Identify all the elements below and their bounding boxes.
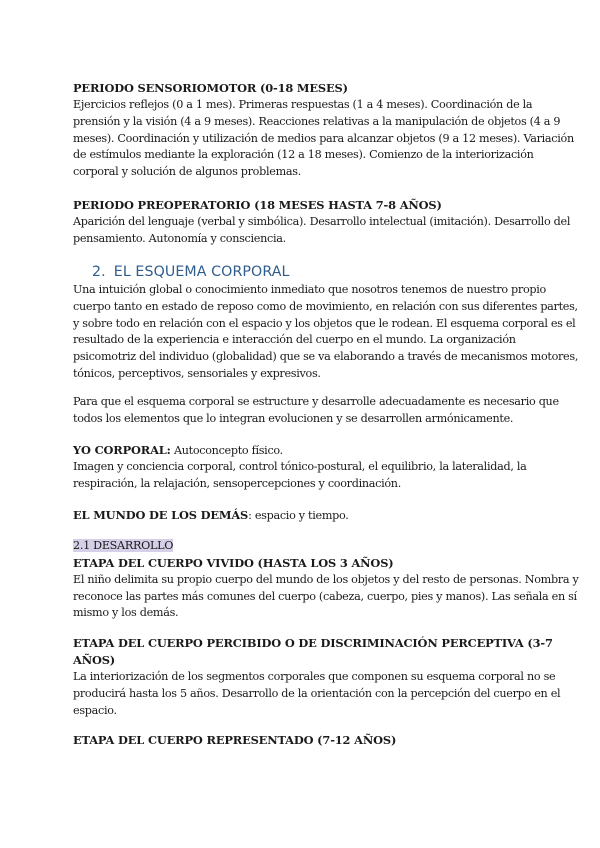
text-line: Ejercicios reflejos (0 a 1 mes). Primeras respuestas (1 a 4 meses). Coordinación de la — [73, 98, 533, 111]
stage2-heading-line2: AÑOS) — [73, 653, 116, 667]
text-line: meses). Coordinación y utilización de medios para alcanzar objetos (9 a 12 meses). Variación — [73, 131, 574, 145]
text-line: Imagen y conciencia corporal, control tónico-postural, el equilibrio, la lateralidad, la — [73, 460, 527, 473]
stage2-heading-line1: ETAPA DEL CUERPO PERCIBIDO O DE DISCRIMINACIÓN PERCEPTIVA (3-7 — [73, 636, 553, 650]
text-line: La interiorización de los segmentos corporales que componen su esquema corporal no se — [73, 670, 556, 683]
text-line: reconoce las partes más comunes del cuerpo (cabeza, cuerpo, pies y manos). Las señala en sí — [73, 589, 577, 603]
text-line: respiración, la relajación, sensopercepciones y coordinación. — [73, 476, 401, 490]
yo-corporal-label: YO CORPORAL: — [73, 443, 171, 457]
body-schema-paragraph-2 — [73, 394, 559, 428]
stage1-text — [73, 572, 579, 622]
body-schema-title — [92, 264, 290, 280]
text-line: de estímulos mediante la exploración (12 a 18 meses). Comienzo de la interiorización — [73, 148, 534, 162]
yo-corporal-section — [73, 442, 533, 493]
stage3-heading: ETAPA DEL CUERPO REPRESENTADO (7-12 AÑOS) — [73, 733, 397, 747]
text-line: tónicos, perceptivos, sensoriales y expresivos. — [73, 366, 321, 380]
yo-corporal-text — [73, 459, 533, 493]
section-number: 2. — [92, 264, 106, 280]
text-line: todos los elementos que lo integran evolucionen y se desarrollen armónicamente. — [73, 411, 514, 425]
preoperational-text — [73, 214, 571, 248]
sensorimotor-section — [73, 80, 574, 181]
text-line: El niño delimita su propio cuerpo del mundo de los objetos y del resto de personas. Nombra y — [73, 572, 579, 586]
text-line: prensión y la visión (4 a 9 meses). Reacciones relativas a la manipulación de objetos (4 a 9 — [73, 114, 561, 128]
section-title: EL ESQUEMA CORPORAL — [113, 264, 290, 280]
desarrollo-subheading-row — [73, 538, 533, 555]
text-line: psicomotriz del individuo (globalidad) que se va elaborando a través de mecanismos motores, — [73, 350, 579, 364]
preoperational-section — [73, 197, 571, 248]
preoperational-heading: PERIODO PREOPERATORIO (18 MESES HASTA 7-8 AÑOS) — [73, 198, 442, 212]
text-line: mismo y los demás. — [73, 606, 179, 620]
sensorimotor-text — [73, 97, 574, 181]
mundo-demas-heading — [73, 507, 533, 524]
text-line: Aparición del lenguaje (verbal y simbólica). Desarrollo intelectual (imitación). Desarrollo del — [73, 215, 571, 228]
text-line: resultado de la experiencia e interacción del cuerpo en el mundo. La organización — [73, 333, 516, 347]
stage1-heading: ETAPA DEL CUERPO VIVIDO (HASTA LOS 3 AÑOS) — [73, 555, 394, 570]
mundo-demas-section — [73, 507, 533, 524]
yo-corporal-heading — [73, 442, 533, 459]
yo-corporal-label-rest: Autoconcepto físico. — [170, 444, 283, 457]
stage2-text — [73, 669, 561, 719]
text-line: Una intuición global o conocimiento inmediato que nosotros tenemos de nuestro propio — [73, 283, 546, 296]
stage3-section — [73, 732, 533, 749]
text-line: Para que el esquema corporal se estructure y desarrolle adecuadamente es necesario que — [73, 395, 559, 408]
text-line: producirá hasta los 5 años. Desarrollo de la orientación con la percepción del cuerpo en el — [73, 686, 561, 700]
desarrollo-subheading: 2.1 DESARROLLO — [73, 539, 174, 552]
text-line: espacio. — [73, 703, 117, 717]
text-line: pensamiento. Autonomía y consciencia. — [73, 231, 286, 245]
text-line: corporal y solución de algunos problemas. — [73, 165, 301, 179]
mundo-demas-label-rest: : espacio y tiempo. — [248, 509, 349, 522]
desarrollo-section — [73, 538, 579, 622]
text-line: cuerpo tanto en estado de reposo como de movimiento, en relación con sus diferentes partes, — [73, 299, 578, 313]
body-schema-paragraph-1 — [73, 282, 579, 383]
mundo-demas-label: EL MUNDO DE LOS DEMÁS — [73, 508, 249, 522]
sensorimotor-heading: PERIODO SENSORIOMOTOR (0-18 MESES) — [73, 81, 348, 95]
stage2-section — [73, 635, 561, 719]
text-line: y sobre todo en relación con el espacio y los objetos que le rodean. El esquema corporal es el — [73, 316, 576, 330]
